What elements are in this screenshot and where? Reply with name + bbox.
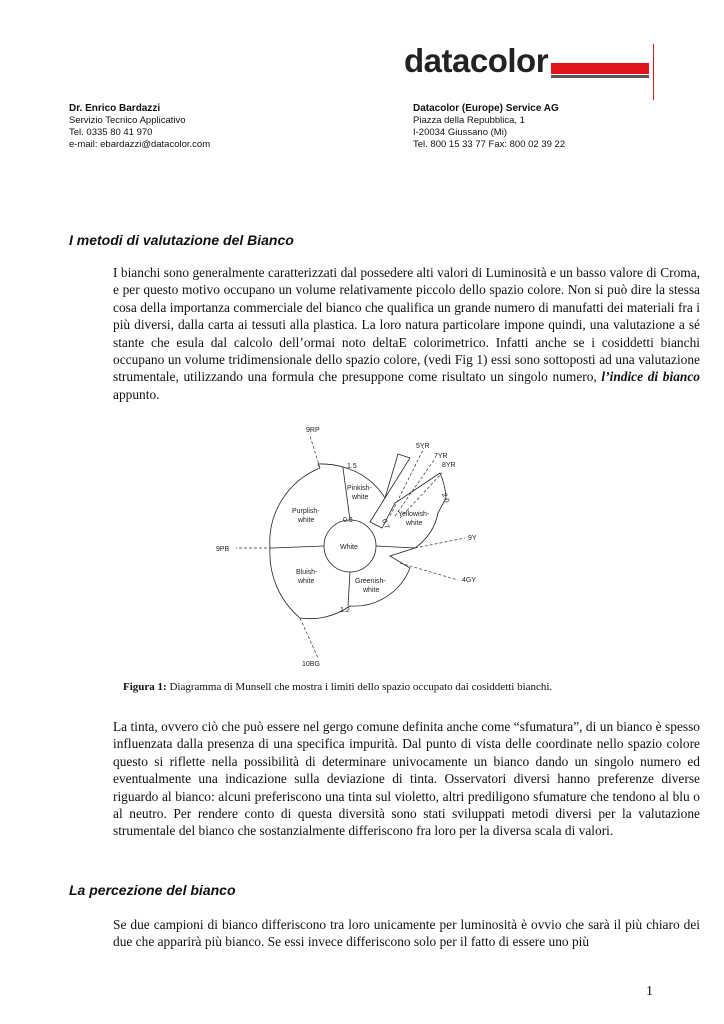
label-bluish: Bluish-: [296, 569, 318, 576]
contact-role: Servizio Tecnico Applicativo: [69, 115, 186, 126]
contact-left: [69, 103, 210, 151]
contact-name: Dr. Enrico Bardazzi: [69, 103, 161, 114]
logo-red-bar: [551, 63, 649, 74]
company-phone-fax: Tel. 800 15 33 77 Fax: 800 02 39 22: [413, 139, 566, 150]
label-value-2-0: 2.0: [440, 492, 451, 504]
label-10bg: 10BG: [302, 661, 320, 668]
logo-divider: [653, 44, 654, 100]
label-value-1-2: 1.2: [340, 607, 350, 614]
contact-phone: Tel. 0335 80 41 970: [69, 127, 153, 138]
paragraph-percezione: Se due campioni di bianco differiscono tra loro unicamente per luminosità è ovvio che sarà il più chiaro dei due che apparirà più bianco. Se essi invece differiscono solo per il fatto di essere uno più: [113, 917, 700, 950]
label-pinkish: Pinkish-: [347, 485, 372, 492]
label-value-0-7: 0.7: [380, 518, 391, 530]
datacolor-logo: datacolor: [404, 42, 549, 79]
emphasis-indice-bianco: l’indice di bianco: [601, 369, 700, 385]
label-5yr: 5YR: [416, 443, 430, 450]
label-purplish: Purplish-: [292, 508, 320, 515]
company-city: I-20034 Giussano (Mi): [413, 127, 507, 138]
label-purplish-white: white: [298, 517, 315, 524]
section-title-metodi: I metodi di valutazione del Bianco: [69, 232, 294, 248]
label-9y: 9Y: [468, 535, 477, 542]
label-greenish-white: white: [363, 587, 380, 594]
company-street: Piazza della Repubblica, 1: [413, 115, 525, 126]
label-bluish-white: white: [298, 578, 315, 585]
label-8yr: 8YR: [442, 462, 456, 469]
label-greenish: Greenish-: [355, 578, 386, 585]
company-name: Datacolor (Europe) Service AG: [413, 103, 559, 114]
logo-underline: [551, 75, 649, 78]
section-title-percezione: La percezione del bianco: [69, 882, 236, 898]
label-4gy: 4GY: [462, 577, 477, 584]
contact-right: [413, 103, 565, 151]
label-7yr: 7YR: [434, 453, 448, 460]
contact-email: e-mail: ebardazzi@datacolor.com: [69, 139, 211, 150]
label-value-1-5: 1.5: [347, 463, 357, 470]
figure-caption: Figura 1: Diagramma di Munsell che mostra i limiti dello spazio occupato dai cosiddetti bianchi.: [123, 681, 553, 693]
label-9pb: 9PB: [216, 546, 230, 553]
label-pinkish-white: white: [352, 494, 369, 501]
paragraph-tinta: La tinta, ovvero ciò che può essere nel gergo comune definita anche come “sfumatura”, di un bianco è spesso influenzata dalla presenza di una specifica impurità. Dal punto di vista delle coordinate nello spazio colore questo si riflette nella possibilità di determinare univocamente un bianco dando un singolo numero ed eventualmente una indicazione sulla deviazione di tinta. Osservatori diversi hanno preferenze diverse riguardo al bianco: alcuni preferiscono una tinta sul violetto, altri prediligono sfumature che tendono al blu o al neutro. Per rendere conto di questa diversità sono stati sviluppati metodi diversi per la valutazione strumentale del bianco che sostanzialmente differiscono fra loro per la diversa scala di valori.: [113, 719, 700, 839]
label-9rp: 9RP: [306, 427, 320, 434]
label-yellowish: Yellowish-: [398, 511, 430, 518]
label-value-0-5: 0.5: [343, 517, 353, 524]
munsell-diagram: [210, 418, 510, 673]
page-number: 1: [646, 984, 653, 999]
label-white: White: [340, 544, 358, 551]
paragraph-intro: I bianchi sono generalmente caratterizzati dal possedere alti valori di Luminosità e un basso valore di Croma, e per questo motivo occupano un volume relativamente piccolo dello spazio colore. Non si può dire la stessa cosa della importanza commerciale del bianco che qualifica un grande numero di manufatti dei materiali fra i più diversi, dalla carta ai tessuti alla plastica. La loro natura particolare impone quindi, una valutazione a sé stante che esula dal calcolo dell’ormai noto deltaE colorimetrico. Infatti anche se i cosiddetti bianchi occupano un volume tridimensionale dello spazio colore, (vedi Fig 1) essi sono sottoposti ad una valutazione strumentale, utilizzando una formula che presuppone come risultato un singolo numero, l’indice di bianco appunto.: [113, 265, 700, 402]
label-yellowish-white: white: [406, 520, 423, 527]
